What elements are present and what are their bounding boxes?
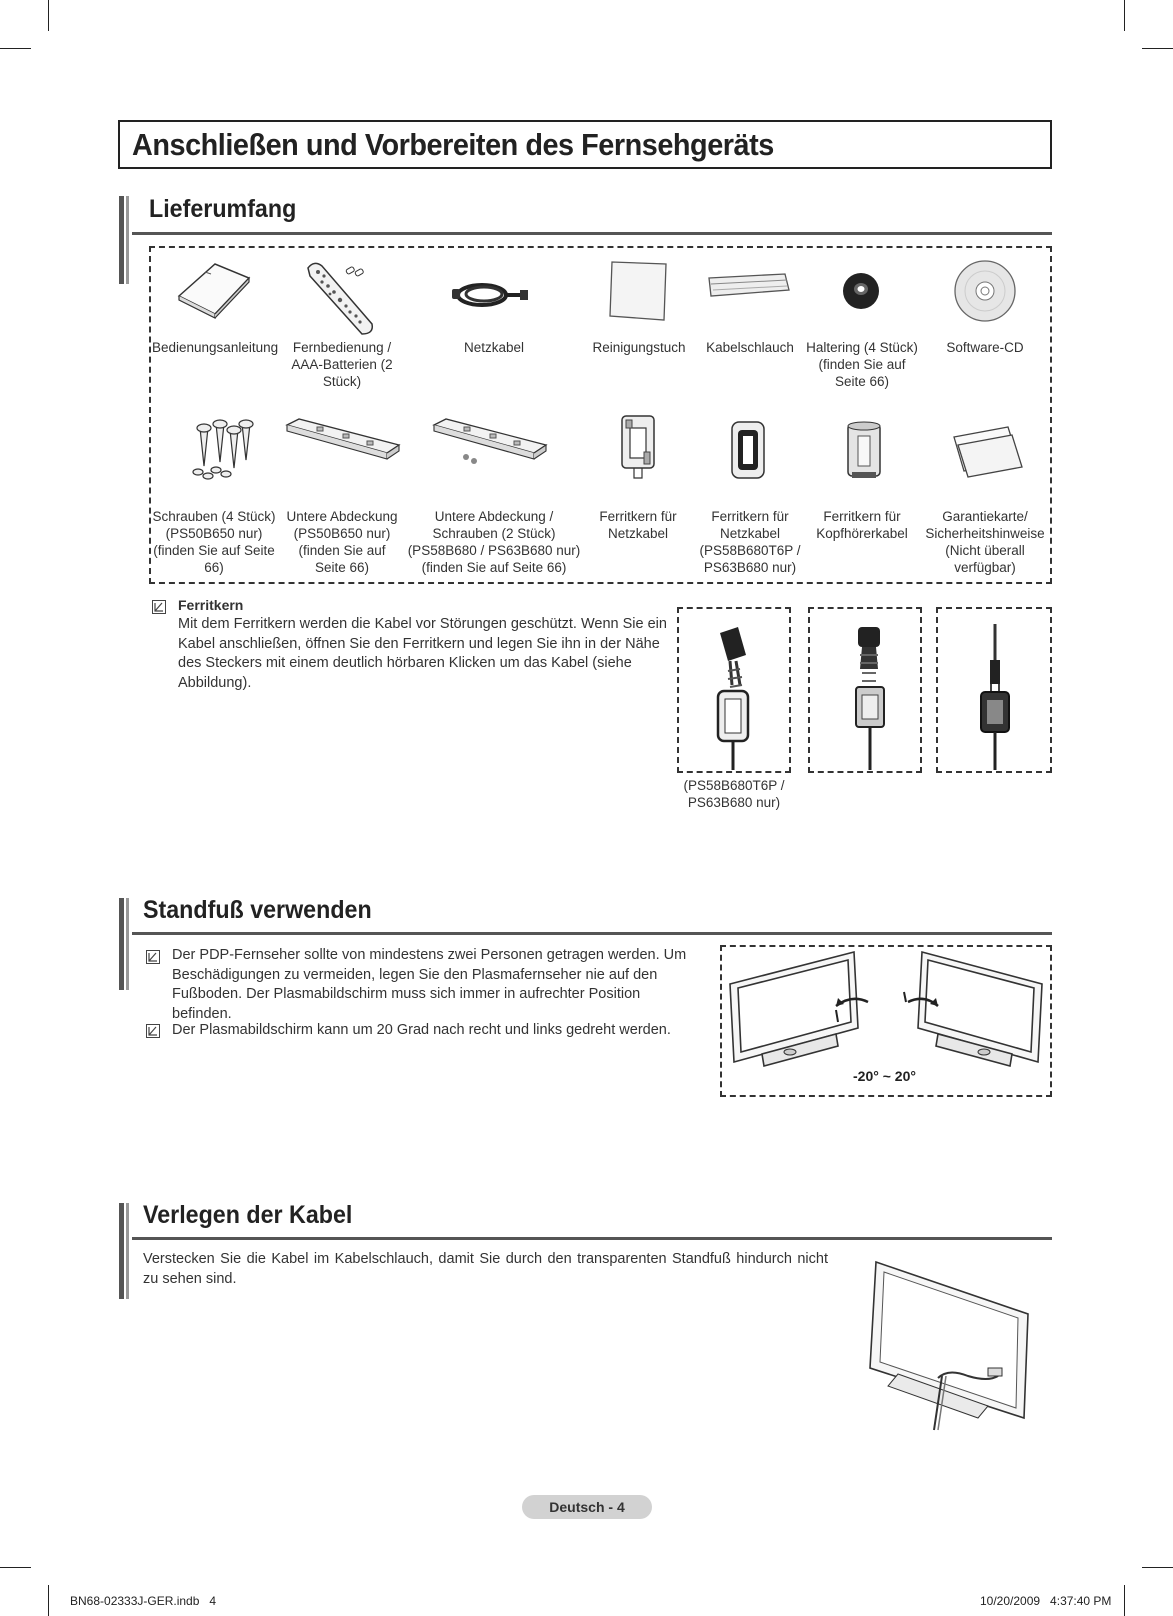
cleaning-cloth-icon xyxy=(608,258,670,324)
item-label: Ferritkern für Kopfhörerkabel xyxy=(816,509,908,541)
warranty-card-icon xyxy=(952,425,1024,477)
power-cable-icon xyxy=(450,275,530,315)
item-label: Software-CD xyxy=(946,340,1024,355)
section-heading-cables: Verlegen der Kabel xyxy=(143,1201,353,1229)
item-label: Ferritkern für Netzkabel (PS58B680T6P / PS63B680 nur) xyxy=(699,509,801,575)
item-label: Garantiekarte/ Sicherheitshinweise (Nicht überall verfügbar) xyxy=(925,509,1045,575)
note-icon xyxy=(146,950,160,964)
section-marker xyxy=(119,1203,124,1299)
ferrite-core-headphone-icon xyxy=(844,418,884,484)
item-label: Reinigungstuch xyxy=(592,340,686,355)
section-rule xyxy=(132,1237,1052,1240)
ferrite-on-power-plug-icon xyxy=(710,625,760,770)
page-title: Anschließen und Vorbereiten des Fernsehgeräts xyxy=(132,127,774,162)
ferrite-core-power-2-icon xyxy=(728,418,768,484)
page-title-box xyxy=(118,120,1052,169)
ferrite-caption: (PS58B680T6P / PS63B680 nur) xyxy=(683,778,785,810)
item-label: Untere Abdeckung / Schrauben (2 Stück) (PS58B680 / PS63B680 nur) (finden Sie auf Seite 66) xyxy=(407,509,581,575)
ferrite-on-headphone-cable-icon xyxy=(975,620,1015,770)
remote-control-icon xyxy=(300,258,380,338)
section-heading-stand: Standfuß verwenden xyxy=(143,896,372,924)
cables-text: Verstecken Sie die Kabel im Kabelschlauch, damit Sie durch den transparenten Standfuß hindurch nicht zu sehen sind. xyxy=(143,1251,828,1287)
crop-mark xyxy=(1124,1585,1125,1616)
section-marker xyxy=(119,196,124,284)
ferrite-note-title: Ferritkern xyxy=(178,597,244,613)
ferrite-core-power-icon xyxy=(618,412,658,484)
crop-mark xyxy=(1124,0,1125,31)
item-label: Netzkabel xyxy=(463,340,525,355)
item-label: Ferritkern für Netzkabel xyxy=(599,509,677,541)
cable-routing-illustration xyxy=(868,1258,1038,1438)
bottom-cover-screws-icon xyxy=(430,415,550,465)
section-rule xyxy=(132,932,1052,935)
software-cd-icon xyxy=(952,258,1018,324)
screws-icon xyxy=(186,420,260,482)
ferrite-note-text: Mit dem Ferritkern werden die Kabel vor Störungen geschützt. Wenn Sie ein Kabel anschließen, öffnen Sie den Ferritkern und legen Sie ihn in der Nähe des Steckers mit einem deutlich hörbaren Klicken um das Kabel (siehe Abbildung). xyxy=(178,616,667,691)
crop-mark xyxy=(48,1585,49,1616)
bottom-cover-icon xyxy=(283,415,403,465)
section-heading-contents: Lieferumfang xyxy=(149,195,297,223)
crop-mark xyxy=(0,1567,31,1568)
page-number-badge: Deutsch - 4 xyxy=(522,1495,652,1519)
crop-mark xyxy=(0,48,31,49)
crop-mark xyxy=(48,0,49,31)
item-label: Untere Abdeckung (PS50B650 nur) (finden Sie auf Seite 66) xyxy=(286,509,398,575)
section-rule xyxy=(132,232,1052,235)
item-label: Bedienungsanleitung xyxy=(152,340,279,355)
item-label: Schrauben (4 Stück) (PS50B650 nur) (finden Sie auf Seite 66) xyxy=(152,509,276,575)
stand-note-1: Der PDP-Fernseher sollte von mindestens zwei Personen getragen werden. Um Beschädigungen zu vermeiden, legen Sie den Plasmafernseher nie auf den Fußboden. Der Plasmabildschirm muss sich immer in aufrechter Position befinden. xyxy=(172,947,687,1022)
ferrite-on-power-cord-icon xyxy=(846,625,896,770)
footer-timestamp: 10/20/2009 4:37:40 PM xyxy=(980,1594,1112,1608)
tv-rotation-illustration xyxy=(726,950,1046,1070)
rotation-range-label: -20° ~ 20° xyxy=(853,1068,916,1084)
cable-tube-icon xyxy=(705,272,791,302)
crop-mark xyxy=(1142,48,1173,49)
holder-ring-icon xyxy=(838,268,884,314)
note-icon xyxy=(146,1024,160,1038)
footer-file: BN68-02333J-GER.indb 4 xyxy=(70,1594,217,1608)
section-marker xyxy=(119,898,124,990)
item-label: Haltering (4 Stück) (finden Sie auf Seite 66) xyxy=(806,340,918,389)
manual-icon xyxy=(175,258,255,328)
item-label: Kabelschlauch xyxy=(706,340,794,355)
crop-mark xyxy=(1142,1567,1173,1568)
item-label: Fernbedienung / AAA-Batterien (2 Stück) xyxy=(291,340,393,389)
note-icon xyxy=(152,600,166,614)
stand-note-2: Der Plasmabildschirm kann um 20 Grad nach recht und links gedreht werden. xyxy=(172,1022,671,1038)
